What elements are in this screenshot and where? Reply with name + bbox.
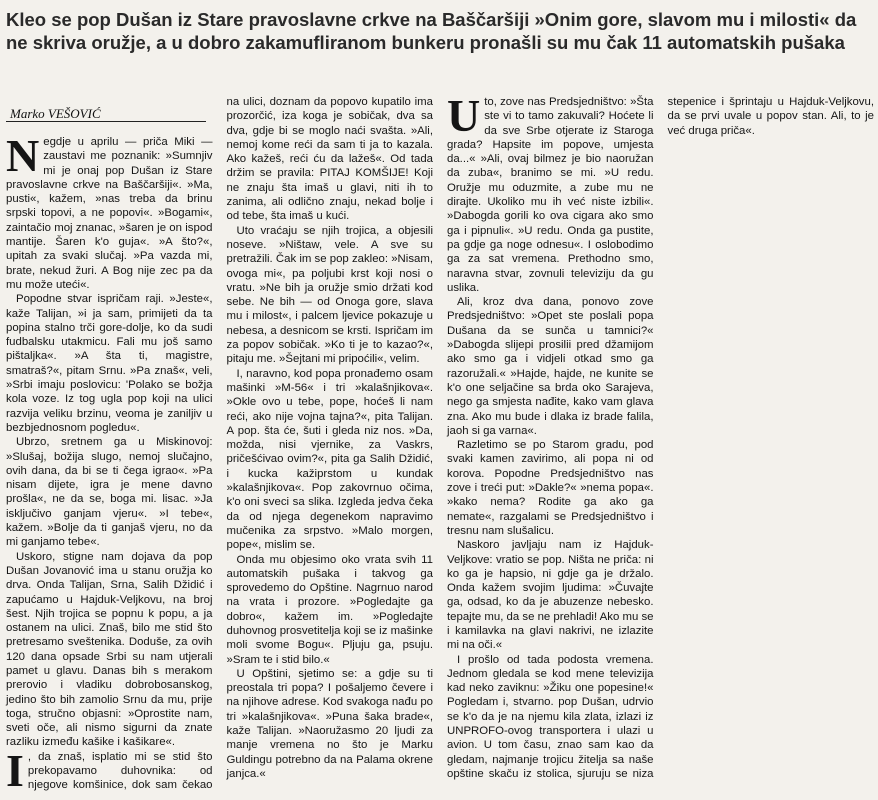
paragraph-text: egdje u aprilu — priča Miki — zaustavi me poznanik: »Sumnjiv mi je onaj pop Dušan iz Stare pravoslavne crkve na Baščaršiji«. »Ma, pusti«, kažem, »nas treba da brinu srpski topovi, a ne popovi«. »Bogami«, zaintačio moj znanac, »šaren je on ispod mantije. Šaren k'o guja«. »A što?«, upitah za svaki slučaj. »Pa vazda mi, brate, nekud žuri. A Bog nije zec pa da mu može uteći«. xyxy=(6,136,213,291)
paragraph-text: , da znaš, isplatio mi se stid što prekopavamo duhovnika: od njegove komšinice, dok sam čekao na ulici, doznam da popovo kupatilo ima prozorčić, iza koga je sobičak, dva sa dva, gdje bi se moglo naći svašta. »Ali, nemoj kome reći da sam ti ja to kazala. Ako kažeš, reći ću da lažeš«. Od tada držim se pravila: PITAJ KOMŠIJE! Koji ne znaju šta imaš u glavi, niti ih to zanima, ali odlično znaju, nekad bolje i od tebe, šta imaš u kući. xyxy=(27,96,433,792)
author-byline: Marko VEŠOVIĆ xyxy=(10,106,101,121)
byline-spacer xyxy=(6,95,213,135)
paragraph-text: I prošlo od tada podosta vremena. Jednom gledala se kod mene televizija kad neko zaviknu: »Žiku one popesine!« Pogledam i, stvarno. pop Dušan, udrvio se k'o da je na njemu kila zlata, izlazi iz UNPROFO-ovog transportera i ulazi u avion. U tom času, znao sam kao da gledam, najmanje trojicu žitelja sa naše opštine skaču iz stolica, sjuruju se niza stepenice i šprintaju u Hajduk-Veljkovu, da se prvi uvale u popov stan. Ali, to je već druga priča«. xyxy=(447,96,874,780)
paragraph-text: Razletimo se po Starom gradu, pod svaki kamen zavirimo, ali popa ni od korova. Popodne Predsjedništvo nas zove i treći put: »Dakle?« »nema popa«. »kako nema? Rodite ga ako ga nemate«, razgalami se Predsjedništvo i tresnu nam slušalicu. xyxy=(447,439,654,537)
article-paragraph xyxy=(227,667,434,781)
article-paragraph xyxy=(227,224,434,367)
article-paragraph xyxy=(447,538,654,652)
paragraph-text: Ali, kroz dva dana, ponovo zove Predsjedništvo: »Opet ste poslali popa Dušana da se sunča u tamnici?« »Dabogda slijepi prosilii pred džamijom ako smo ga i vidjeli otkad smo ga razoružali.« »Hajde, hajde, ne kunite se k'o one seljačine sa brda oko Sarajeva, nego ga smjesta nađite, kako vam glava zna. Ako mu bude i dlaka iz brade falila, jaoh si ga varna«. xyxy=(447,296,654,437)
article-paragraph xyxy=(447,295,654,438)
paragraph-text: Uskoro, stigne nam dojava da pop Dušan Jovanović ima u stanu oružja ko drva. Onda Talijan, Srna, Salih Džidić i zapućamo u Hajduk-Veljkovu, na broj šest. Njih trojica se popnu k popu, a ja ostanem na ulici. Znaš, bilo me stid što pretresamo sveštenika. Doduše, za ovih 120 dana opsade Srbi su nam utjerali pamet u glavu. Danas bih s merakom prerovio i vladiku dobrobosanskog, jedino što bih zamolio Srnu da mu, prije toga, stručno objasni: »Oprostite nam, sveti oče, ali nismo sigurni da znate razliku između kašike i kašikare«. xyxy=(6,550,213,749)
article-paragraph xyxy=(6,435,213,549)
paragraph-text: U Opštini, sjetimo se: a gdje su ti preostala tri popa? I pošaljemo čevere i na njihove adrese. Kod svakoga nađu po tri »kalašnjikova«. »Puna šaka brade«, kaže Talijan. »Naoružasmo 20 ljudi za manje vremena no što je Marku Guldingu potrebno da na Palama okrene janjca.« xyxy=(226,667,433,780)
paragraph-text: Onda mu objesimo oko vrata svih 11 automatskih pušaka i takvog ga sprovedemo do Opštine. Nagrnuo narod na vrata i prozore. »Pogledajte ga dobro«, kažem im. »Pogledajte duhovnog prosvetitelja koji se iz mašinke moli svome Bogu«. Pljuju ga, psuju. »Sram te i stid bilo.« xyxy=(226,553,433,666)
headline: Kleo se pop Dušan iz Stare pravoslavne crkve na Baščaršiji »Onim gore, slavom mu i milosti« da ne skriva oružje, a u dobro zakamufliranom bunkeru pronašli su mu čak 11 automatskih pušaka xyxy=(6,9,857,53)
paragraph-text: to, zove nas Predsjedništvo: »Šta ste vi to tamo zakuvali? Hoćete li da sve Srbe otjerate iz Staroga grada? Hapsite im popove, umjesta da...« »Ali, ovaj bilmez je bio naoružan da zuba«, branimo se mi. »U redu. Oružje mu oduzmite, a zube mu ne dirajte. Ukoliko mu ih već niste izbili«. »Dabogda gorili ko ova cigara ako smo ga i pipnuli«. »U redu. Onda ga pustite, pa gdje ga noge odnesu«. I oslobodimo ga za sat vremena. Prethodno smo, naravna stvar, zovnuli televiziju da gu uslika. xyxy=(447,96,654,294)
paragraph-text: Ubrzo, sretnem ga u Miskinovoj: »Slušaj, božija slugo, nemoj slučajno, ovih dana, da bi se ti čega igrao«. »Pa nisam dijete, igra je mene davno prošla«, ne da se, boga mi. lisac. »Ja isključivo ganjam vjeru«. »I tebe«, kažem. »Bolje da ti ganjaš vjeru, no da mi ganjamo tebe«. xyxy=(6,436,213,549)
paragraph-text: Naskoro javljaju nam iz Hajduk-Veljkove: vratio se pop. Ništa ne priča: ni ko ga je hapsio, ni gdje ga je držalo. Onda kažem svojim ljudima: »Čuvajte ga, odsad, ko da je abuzenze nebesko. tepajte mu, da se ne prehladi! Ako mu se i kamilavka na glavi nakrivi, ne izlazite mi na oči.« xyxy=(447,539,654,652)
drop-cap: I xyxy=(6,744,24,796)
paragraph-text: I, naravno, kod popa pronađemo osam mašinki »M-56« i tri »kalašnjikova«. »Okle ovo u tebe, pope, hoćeš li nam reći, ako nije vojna tajna?«, pita Talijan. A pop. šta će, šuti i gleda niz nos. »Da, možda, nisi vjernike, za Vaskrs, pričešćivao ovim?«, pita ga Salih Džidić, i kucka kažiprstom u kundak »kalašnjikova«. Pop zakovrnuo očima, k'o oni sveci sa slika. Izgleda jedva čeka da od njega degenekom napravimo mučenika za srpstvo. »Malo morgen, pope«, mislim se. xyxy=(226,367,433,552)
paragraph-text: Uto vraćaju se njih trojica, a objesili noseve. »Ništaw, vele. A sve su pretražili. Čak im se pop zakleo: »Nisam, ovoga mi«, pa poljubi krst koji nosi o vratu. »Ne bih ja oružje smio držati kod sebe. Ne bih — od Onoga gore, slava mu i milost«, i palcem ljevice pokazuje u nebesa, a desnicom se krsti. Ispričam im za popov sobičak. »Ko ti je to kazao?«, pitaju me. »Šejtani mi pripoćili«, velim. xyxy=(226,224,433,366)
article-paragraph xyxy=(447,438,654,538)
drop-cap: U xyxy=(447,90,481,141)
article-paragraph xyxy=(227,553,434,667)
article-paragraph xyxy=(447,90,654,295)
article-body xyxy=(6,90,874,796)
article-paragraph xyxy=(6,292,213,435)
paragraph-text: Popodne stvar ispričam raji. »Jeste«, kaže Talijan, »i ja sam, primijeti da ta popina stalno trči gore-dolje, ko da sudi fudbalsku utakmicu. Fali mu još samo pištaljka«. »A šta ti, magistre, smatraš?«, pitam Srnu. »Pa znaš«, veli, »Srbi imaju poslovicu: 'Polako se božja kola voze. Iz tog ugla pop koji na ulici razvija veliku brzinu, veoma je zaniljiv u bezbjednosnom pogledu«. xyxy=(6,293,213,434)
article-paragraph xyxy=(227,367,434,553)
article-paragraph xyxy=(6,550,213,750)
article-paragraph xyxy=(6,130,213,292)
drop-cap: N xyxy=(6,130,40,181)
